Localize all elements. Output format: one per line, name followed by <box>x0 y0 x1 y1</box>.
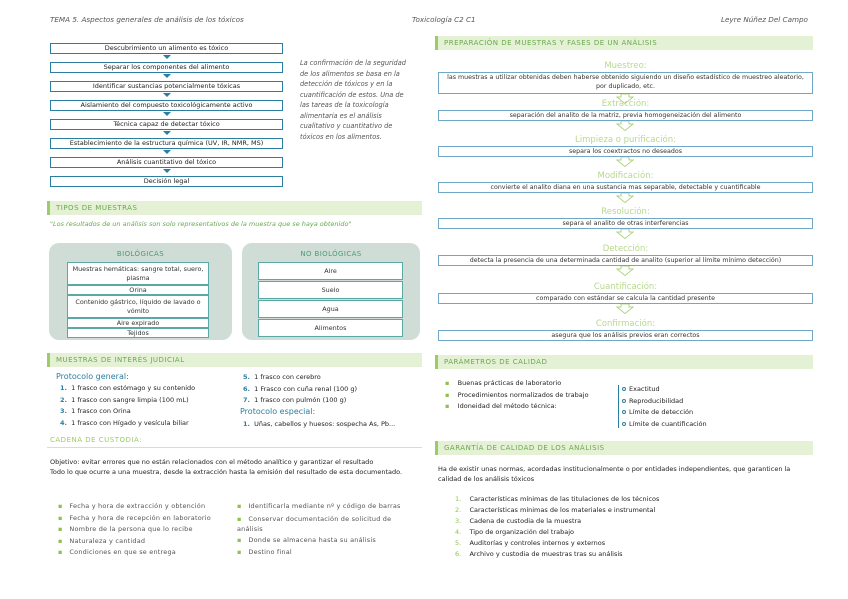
custodia-col2-item: ▪ Conservar documentación de solicitud de análisis <box>237 515 392 533</box>
custodia-divider <box>47 447 422 448</box>
stage-title: Muestreo: <box>604 61 647 71</box>
flow-step-3: Identificar sustancias potencialmente tóxicas <box>50 81 283 92</box>
garantia-item-6: 6. Archivo y custodia de muestras tras su análisis <box>455 550 623 558</box>
header-right: Leyre Núñez Del Campo <box>721 15 808 24</box>
stage-description: detecta la presencia de una determinada cantidad de analito (superior al límite mínimo detección) <box>438 255 813 266</box>
pg-item-6: 6. 1 Frasco con cuña renal (100 g) <box>243 385 358 393</box>
section-judicial-title: MUESTRAS DE INTERÉS JUDICIAL <box>47 353 422 367</box>
calidad-item-1: ▪ Buenas prácticas de laboratorio <box>445 379 562 387</box>
custodia-col2-item: ▪ Identificarla mediante nº y código de barras <box>237 502 401 510</box>
biologicas-title: BIOLÓGICAS <box>116 250 165 258</box>
protocolo-especial-title: Protocolo especial: <box>240 407 316 416</box>
protocolo-general-title: Protocolo general: <box>56 372 129 381</box>
nobio-item-2: Suelo <box>258 281 403 299</box>
stage-title: Confirmación: <box>595 319 656 329</box>
garantia-intro: Ha de existir unas normas, acordadas institucionalmente o por entidades independientes, que garanticen la calidad de los análisis tóxicos <box>438 465 791 483</box>
calidad-sub-3: Límite de detección <box>622 408 693 416</box>
stage-description: las muestras a utilizar obtenidas deben haberse obtenido siguiendo un diseño estadístico de muestreo aleatorio, por duplicado, etc. <box>438 72 813 94</box>
stage-description: separación del analito de la matriz, previa homogeneización del alimento <box>438 110 813 121</box>
bio-item-2: Orina <box>67 285 209 295</box>
garantia-item-5: 5. Auditorías y controles internos y externos <box>455 539 606 547</box>
pg-item-5: 5. 1 frasco con cerebro <box>243 373 321 381</box>
nobio-item-3: Agua <box>258 300 403 318</box>
pg-item-1: 1. 1 frasco con estómago y su contenido <box>60 384 196 392</box>
flow-arrow <box>163 169 171 173</box>
section-calidad-title: PARÁMETROS DE CALIDAD <box>435 355 813 369</box>
garantia-item-4: 4. Tipo de organización del trabajo <box>455 528 575 536</box>
stage-arrow-icon <box>616 229 634 239</box>
calidad-sub-4: Límite de cuantificación <box>622 420 707 428</box>
pg-item-4: 4. 1 frasco con Hígado y vesícula biliar <box>60 419 189 427</box>
flow-arrow <box>163 74 171 78</box>
stage-title: Resolución: <box>601 207 650 217</box>
no-biologicas-title: NO BIOLÓGICAS <box>300 250 362 258</box>
stage-description: asegura que los análisis previos eran correctos <box>438 330 813 341</box>
stage-title: Detección: <box>602 244 649 254</box>
calidad-sub-2: Reproducibilidad <box>622 397 683 405</box>
calidad-item-3: ▪ Idoneidad del método técnica: <box>445 402 557 410</box>
pg-item-2: 2. 1 frasco con sangre limpia (100 mL) <box>60 396 189 404</box>
flow-step-4: Aislamiento del compuesto toxicológicamente activo <box>50 100 283 111</box>
garantia-item-1: 1. Características mínimas de las titulaciones de los técnicos <box>455 495 660 503</box>
custodia-col1-item: ▪ Nombre de la persona que lo recibe <box>58 525 193 533</box>
stage-arrow-icon <box>616 157 634 167</box>
stage-description: convierte el analito diana en una sustancia mas separable, detectable y cuantificable <box>438 182 813 193</box>
bio-item-3: Contenido gástrico, líquido de lavado o vómito <box>67 295 209 318</box>
garantia-item-2: 2. Características mínimas de los materiales e instrumental <box>455 506 656 514</box>
flow-step-1: Descubrimiento un alimento es tóxico <box>50 43 283 54</box>
stage-arrow-icon <box>616 121 634 131</box>
stage-arrow-icon <box>616 304 634 314</box>
header-left: TEMA 5. Aspectos generales de análisis de los tóxicos <box>50 15 244 24</box>
calidad-item-2: ▪ Procedimientos normalizados de trabajo <box>445 391 589 399</box>
flow-arrow <box>163 150 171 154</box>
custodia-col1-item: ▪ Condiciones en que se entrega <box>58 548 176 556</box>
custodia-col2-item: ▪ Destino final <box>237 548 292 556</box>
flow-step-5: Técnica capaz de detectar tóxico <box>50 119 283 130</box>
stage-title: Extracción: <box>601 99 650 109</box>
flow-arrow <box>163 55 171 59</box>
header-center: Toxicología C2 C1 <box>412 15 476 24</box>
stage-title: Cuantificación: <box>593 282 658 292</box>
stage-description: comparado con estándar se calcula la cantidad presente <box>438 293 813 304</box>
custodia-col1-item: ▪ Fecha y hora de extracción y obtención <box>58 502 206 510</box>
stage-title: Modificación: <box>597 171 654 181</box>
custodia-col2-item: ▪ Donde se almacena hasta su análisis <box>237 536 376 544</box>
stage-arrow-icon <box>616 266 634 276</box>
custodia-col1-item: ▪ Fecha y hora de recepción en laboratorio <box>58 514 211 522</box>
stage-description: separa los coextractos no deseados <box>438 146 813 157</box>
custodia-text: Objetivo: evitar errores que no están relacionados con el método analítico y garantizar el resultado Todo lo que ocurre a una muestra, desde la extracción hasta la emisión del resultado de esta documentado. <box>50 458 403 476</box>
flow-step-6: Establecimiento de la estructura química (UV, IR, NMR, MS) <box>50 138 283 149</box>
flow-arrow <box>163 93 171 97</box>
flow-arrow <box>163 131 171 135</box>
bio-item-5: Tejidos <box>67 328 209 338</box>
stage-title: Limpieza o purificación: <box>575 135 676 145</box>
custodia-title: CADENA DE CUSTODIA: <box>50 436 142 444</box>
pg-item-3: 3. 1 frasco con Orina <box>60 407 131 415</box>
calidad-sub-1: Exactitud <box>622 385 660 393</box>
flow-step-2: Separar los componentes del alimento <box>50 62 283 73</box>
stage-description: separa el analito de otras interferencias <box>438 218 813 229</box>
bio-item-4: Aire expirado <box>67 318 209 328</box>
stage-arrow-icon <box>616 193 634 203</box>
section-preparacion-title: PREPARACIÓN DE MUESTRAS Y FASES DE UN ANÁLISIS <box>435 36 813 50</box>
section-tipos-title: TIPOS DE MUESTRAS <box>47 201 422 215</box>
nobio-item-1: Aire <box>258 262 403 280</box>
garantia-item-3: 3. Cadena de custodia de la muestra <box>455 517 582 525</box>
calidad-bracket <box>618 385 619 428</box>
bio-item-1: Muestras hemáticas: sangre total, suero, plasma <box>67 262 209 285</box>
flow-step-7: Análisis cuantitativo del tóxico <box>50 157 283 168</box>
tipos-quote: "Los resultados de un análisis son solo representativos de la muestra que se haya obtenido" <box>50 220 352 228</box>
section-garantia-title: GARANTÍA DE CALIDAD DE LOS ANÁLISIS <box>435 441 813 455</box>
flow-step-8: Decisión legal <box>50 176 283 187</box>
pe-item-1: 1. Uñas, cabellos y huesos: sospecha As, Pb... <box>243 420 396 428</box>
pg-item-7: 7. 1 frasco con pulmón (100 g) <box>243 396 347 404</box>
custodia-col1-item: ▪ Naturaleza y cantidad <box>58 537 146 545</box>
flow-note: La confirmación de la seguridad de los alimentos se basa en la detección de tóxicos y en la cuantificación de estos. Una de las tareas de la toxicología alimentaria es el análisis cualitativo y cuantitativo de tóxicos en los alimentos. <box>300 59 406 141</box>
nobio-item-4: Alimentos <box>258 319 403 337</box>
flow-arrow <box>163 112 171 116</box>
